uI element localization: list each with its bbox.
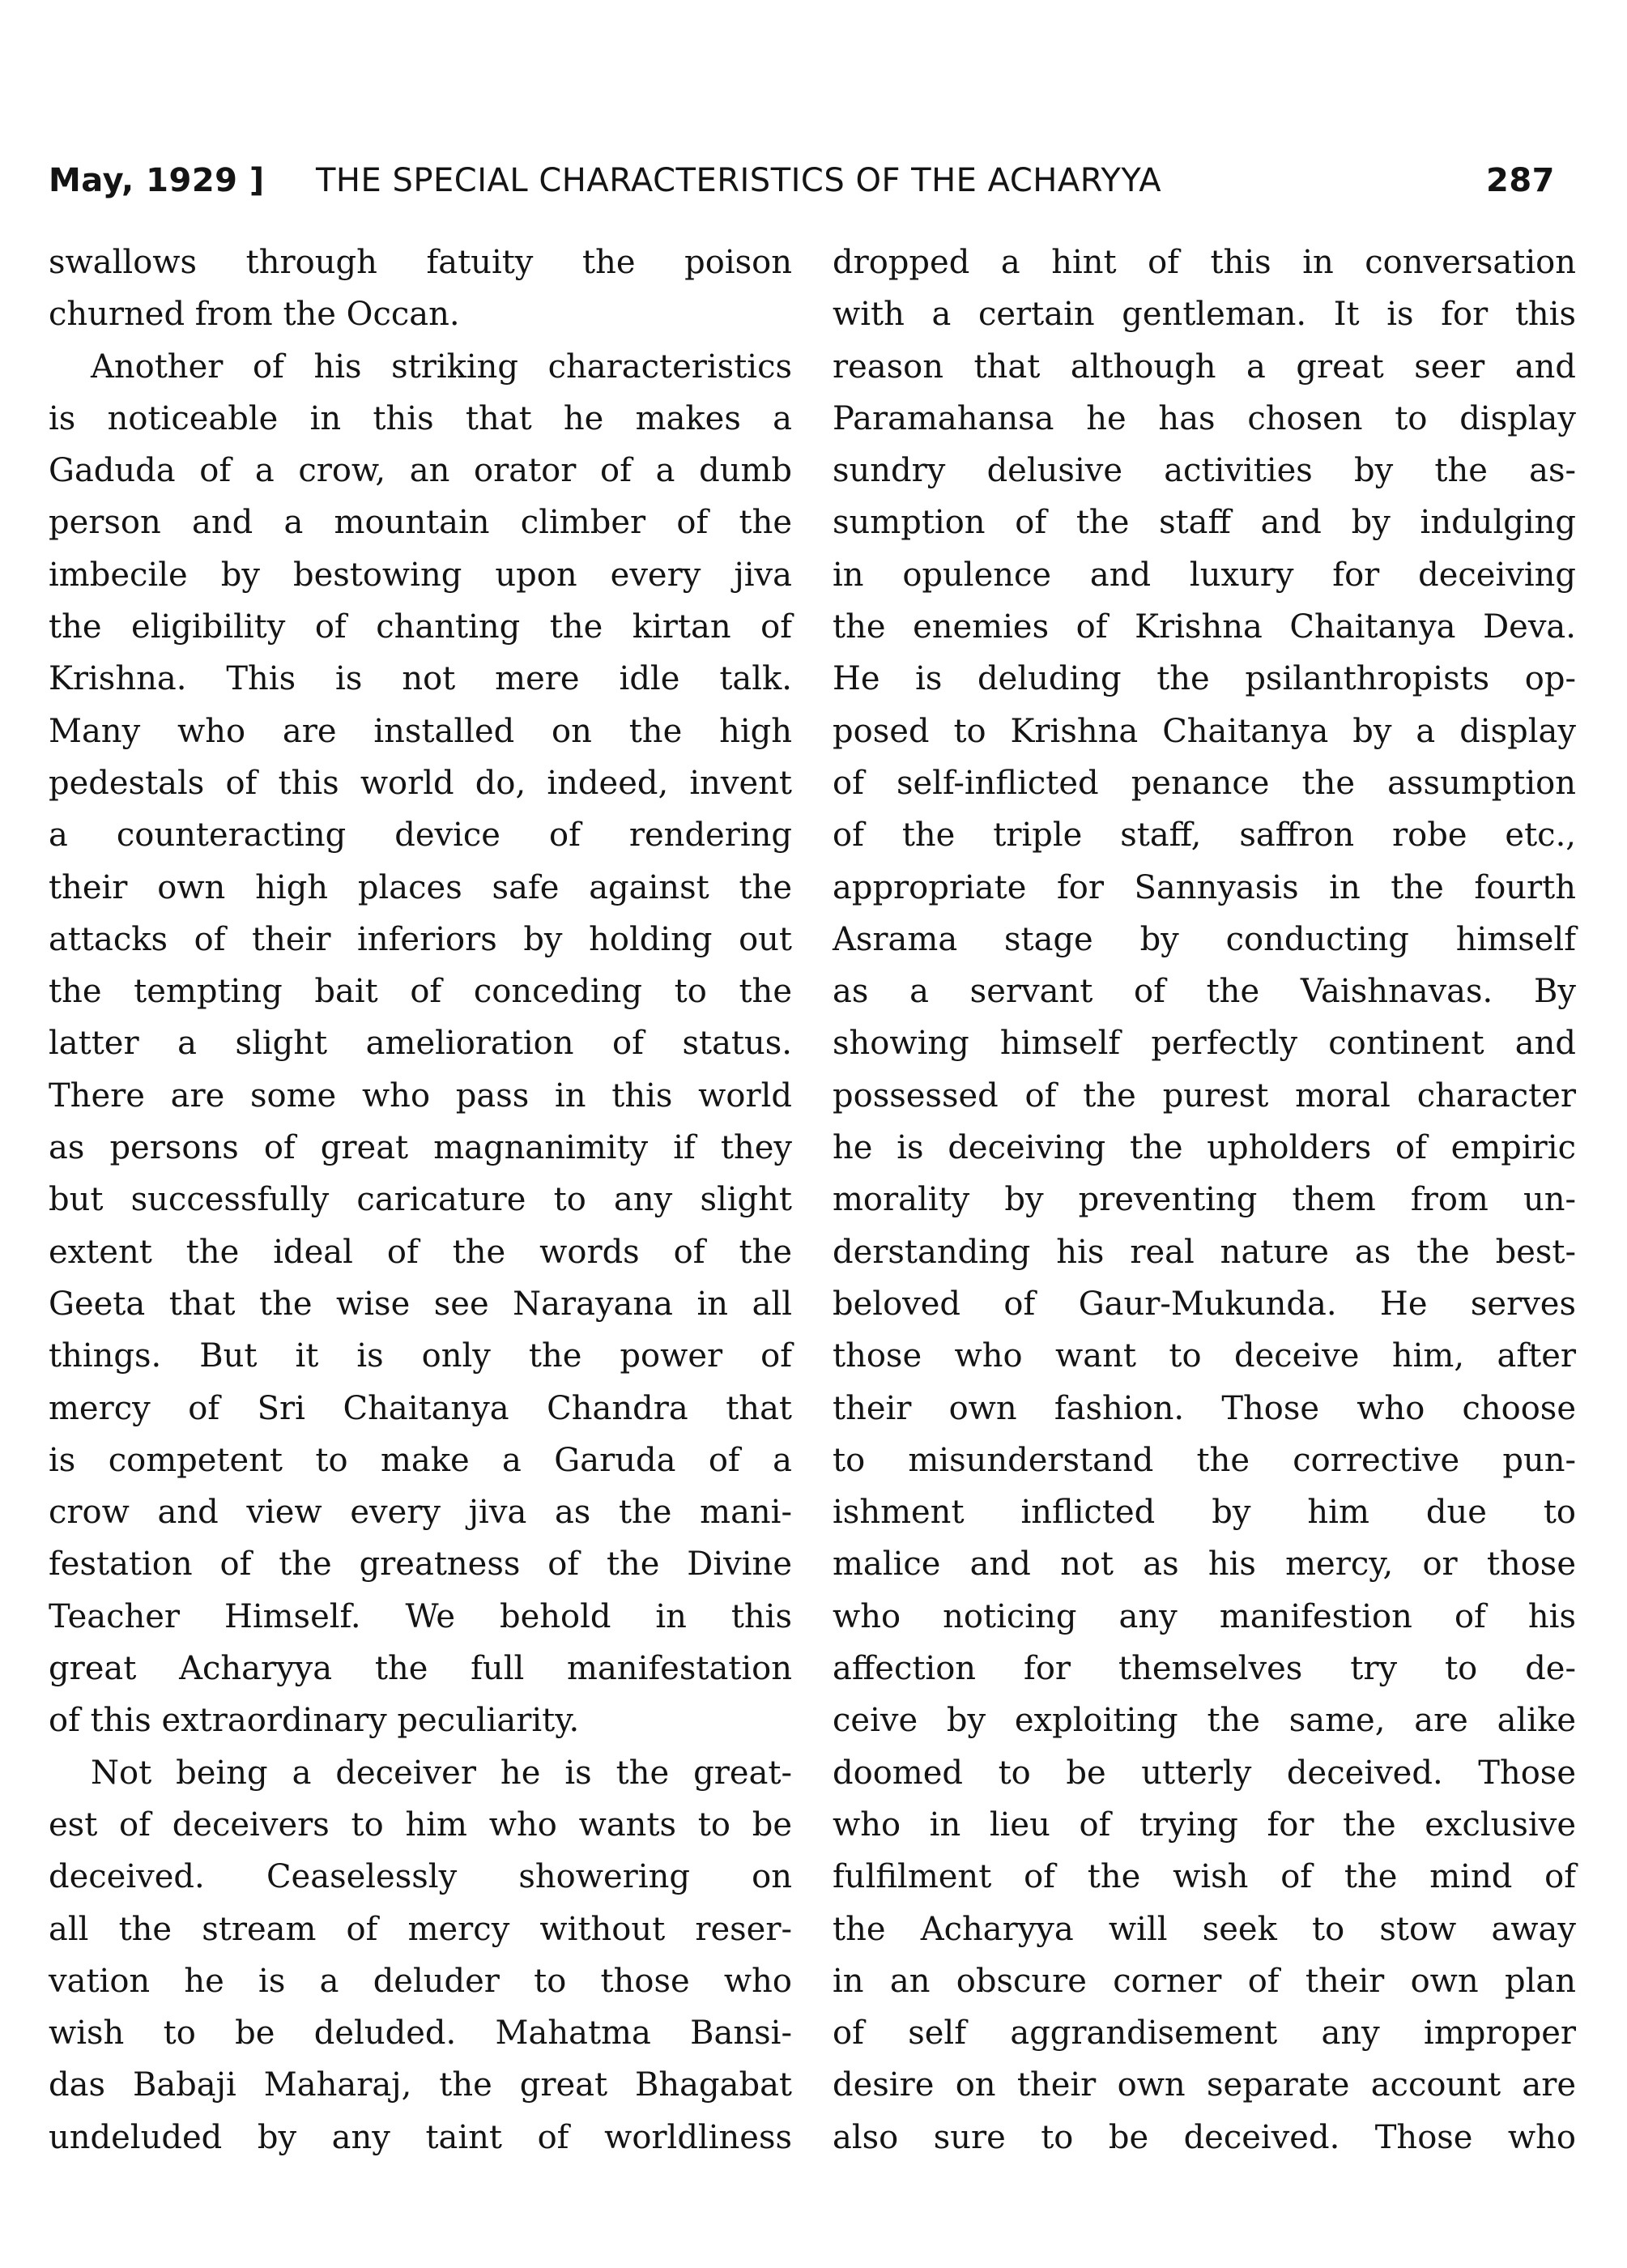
text-line: is competent to make a Garuda of a: [49, 1441, 792, 1479]
text-line: deceived. Ceaselessly showering on: [49, 1858, 792, 1896]
text-line: sundry delusive activities by the as-: [833, 452, 1576, 490]
left-column: [49, 237, 792, 2164]
text-line: those who want to deceive him, after: [833, 1337, 1576, 1375]
text-line: posed to Krishna Chaitanya by a display: [833, 712, 1576, 750]
text-line: of self aggrandisement any improper: [833, 2014, 1576, 2053]
text-line: doomed to be utterly deceived. Those: [833, 1754, 1576, 1792]
text-line: great Acharyya the full manifestation: [49, 1650, 792, 1688]
text-line: morality by preventing them from un-: [833, 1181, 1576, 1219]
text-line: ceive by exploiting the same, are alike: [833, 1702, 1576, 1740]
text-line: ishment inflicted by him due to: [833, 1494, 1576, 1532]
text-line: pedestals of this world do, indeed, invent: [49, 764, 792, 802]
text-line: swallows through fatuity the poison: [49, 244, 792, 281]
text-line: also sure to be deceived. Those who: [833, 2118, 1576, 2156]
text-line: Paramahansa he has chosen to display: [833, 399, 1576, 437]
text-line: their own fashion. Those who choose: [833, 1389, 1576, 1427]
issue-date: May, 1929 ]: [49, 162, 265, 199]
text-line: but successfully caricature to any slight: [49, 1181, 792, 1219]
text-line: malice and not as his mercy, or those: [833, 1545, 1576, 1584]
text-line: He is deluding the psilanthropists op-: [833, 660, 1576, 698]
text-line: beloved of Gaur-Mukunda. He serves: [833, 1285, 1576, 1323]
text-line: as persons of great magnanimity if they: [49, 1129, 792, 1167]
text-line: undeluded by any taint of worldliness: [49, 2118, 792, 2156]
text-line: of the triple staff, saffron robe etc.,: [833, 816, 1576, 855]
text-line: festation of the greatness of the Divine: [49, 1545, 792, 1584]
text-line: the tempting bait of conceding to the: [49, 973, 792, 1011]
text-line: fulfilment of the wish of the mind of: [833, 1858, 1576, 1896]
text-line: who noticing any manifestion of his: [833, 1597, 1576, 1635]
text-line: Another of his striking characteristics: [91, 347, 792, 386]
text-line: as a servant of the Vaishnavas. By: [833, 973, 1576, 1011]
text-line: sumption of the staff and by indulging: [833, 504, 1576, 542]
text-line: crow and view every jiva as the mani-: [49, 1494, 792, 1532]
text-line: Geeta that the wise see Narayana in all: [49, 1285, 792, 1323]
right-column: [833, 237, 1576, 2164]
text-line: wish to be deluded. Mahatma Bansi-: [49, 2014, 792, 2053]
text-line: of self-inflicted penance the assumption: [833, 764, 1576, 802]
text-line: with a certain gentleman. It is for this: [833, 296, 1576, 334]
text-line: Not being a deceiver he is the great-: [91, 1754, 792, 1792]
text-line: Many who are installed on the high: [49, 712, 792, 750]
running-header: [49, 162, 1555, 211]
text-line: the enemies of Krishna Chaitanya Deva.: [833, 608, 1576, 646]
text-line: he is deceiving the upholders of empiric: [833, 1129, 1576, 1167]
text-line: the Acharyya will seek to stow away: [833, 1910, 1576, 1948]
text-line: things. But it is only the power of: [49, 1337, 792, 1375]
text-line: extent the ideal of the words of the: [49, 1233, 792, 1271]
text-line: reason that although a great seer and: [833, 347, 1576, 386]
text-line: who in lieu of trying for the exclusive: [833, 1805, 1576, 1844]
text-line: Krishna. This is not mere idle talk.: [49, 660, 792, 698]
text-line: possessed of the purest moral character: [833, 1076, 1576, 1115]
text-line: Asrama stage by conducting himself: [833, 920, 1576, 958]
text-line: their own high places safe against the: [49, 868, 792, 906]
text-line: all the stream of mercy without reser-: [49, 1910, 792, 1948]
text-line: in opulence and luxury for deceiving: [833, 556, 1576, 594]
text-line: the eligibility of chanting the kirtan of: [49, 608, 792, 646]
page-number: 287: [1486, 162, 1555, 199]
text-line: desire on their own separate account are: [833, 2066, 1576, 2104]
text-line: est of deceivers to him who wants to be: [49, 1805, 792, 1844]
text-line: is noticeable in this that he makes a: [49, 399, 792, 437]
text-line: of this extraordinary peculiarity.: [49, 1702, 580, 1740]
text-line: churned from the Occan.: [49, 296, 460, 334]
text-line: mercy of Sri Chaitanya Chandra that: [49, 1389, 792, 1427]
text-line: There are some who pass in this world: [49, 1076, 792, 1115]
text-line: dropped a hint of this in conversation: [833, 244, 1576, 281]
text-line: showing himself perfectly continent and: [833, 1025, 1576, 1063]
text-line: vation he is a deluder to those who: [49, 1962, 792, 2000]
text-line: to misunderstand the corrective pun-: [833, 1441, 1576, 1479]
text-line: imbecile by bestowing upon every jiva: [49, 556, 792, 594]
text-line: a counteracting device of rendering: [49, 816, 792, 855]
text-line: das Babaji Maharaj, the great Bhagabat: [49, 2066, 792, 2104]
text-line: latter a slight amelioration of status.: [49, 1025, 792, 1063]
text-line: derstanding his real nature as the best-: [833, 1233, 1576, 1271]
text-line: Teacher Himself. We behold in this: [49, 1597, 792, 1635]
text-line: affection for themselves try to de-: [833, 1650, 1576, 1688]
text-line: Gaduda of a crow, an orator of a dumb: [49, 452, 792, 490]
text-line: person and a mountain climber of the: [49, 504, 792, 542]
text-line: in an obscure corner of their own plan: [833, 1962, 1576, 2000]
text-line: appropriate for Sannyasis in the fourth: [833, 868, 1576, 906]
article-title: THE SPECIAL CHARACTERISTICS OF THE ACHARYYA: [316, 162, 1162, 199]
text-line: attacks of their inferiors by holding out: [49, 920, 792, 958]
